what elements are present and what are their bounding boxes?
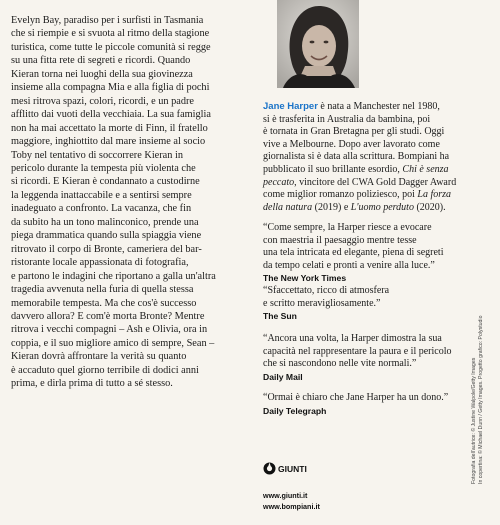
bompiani-url: www.bompiani.it xyxy=(263,501,320,511)
quote-line: da tempo celati e pronti a venire alla luce.” xyxy=(263,259,435,271)
bio-line: giornalista si è data alla scrittura. Bompiani ha xyxy=(263,151,450,163)
synopsis-line: davvero allora? E com'è morta Bronte? Mentre xyxy=(11,310,205,322)
quote-line: e scritto meravigliosamente.” xyxy=(263,297,381,309)
review-quote xyxy=(263,222,485,284)
synopsis-line: pericolo durante la tempesta più violenta che xyxy=(11,162,196,174)
bio-line: come miglior romanzo poliziesco, poi La forza xyxy=(263,189,452,201)
quote-line: “Ancora una volta, la Harper dimostra la sua xyxy=(263,333,442,344)
review-quote xyxy=(263,285,485,322)
book-title: La forza xyxy=(417,189,452,201)
bio-line: Jane Harper è nata a Manchester nel 1980, xyxy=(263,101,440,112)
synopsis-line: memorabile tempesta. Ma che cos'è successo xyxy=(11,297,197,309)
synopsis-line: Evelyn Bay, paradiso per i surfisti in Tasmania xyxy=(11,15,204,26)
synopsis-line: turistica, come tutte le piccole comunità si regge xyxy=(11,41,211,53)
publisher-logo-text: GIUNTI xyxy=(278,463,307,474)
synopsis-line: è accaduto quel giorno terribile di dodici anni xyxy=(11,364,199,376)
bio-line: si è trasferita in Australia da bambina, poi xyxy=(263,113,431,125)
synopsis-line: ritrovato il corpo di Bronte, cameriera del bar- xyxy=(11,243,202,255)
author-photo xyxy=(277,0,359,88)
synopsis-line: tragedia avvenuta nella furia di quella stessa xyxy=(11,284,194,296)
synopsis xyxy=(11,14,251,391)
quote-line: “Come sempre, la Harper riesce a evocare xyxy=(263,222,432,233)
quote-line: “Ormai è chiaro che Jane Harper ha un dono.” xyxy=(263,392,449,403)
synopsis-line: piega drammatica quando sulla spiaggia viene xyxy=(11,230,202,242)
synopsis-line: da subito ha un tono malinconico, prende una xyxy=(11,216,199,228)
synopsis-line: che si riempie e si svuota al ritmo della stagione xyxy=(11,28,210,40)
synopsis-line: prima, e dirla prima di tutto a sé stesso. xyxy=(11,378,173,390)
review-quote xyxy=(263,333,485,383)
synopsis-line: ristorante locale appassionata di fotografia, xyxy=(11,257,189,269)
synopsis-line: inadeguato a confronto. La vacanza, che fin xyxy=(11,203,192,215)
synopsis-line: Toby nel tentativo di soccorrere Kieran in xyxy=(11,149,183,161)
quote-source: Daily Mail xyxy=(263,371,303,382)
synopsis-line: mesi ritrova spazi, colori, ricordi, e un padre xyxy=(11,95,194,107)
bio-line: peccato, vincitore del CWA Gold Dagger Award xyxy=(263,176,457,188)
author-name: Jane Harper xyxy=(263,101,318,112)
bio-line: vive a Melbourne. Dopo aver lavorato come xyxy=(263,138,440,150)
synopsis-line: su una fitta rete di segreti e ricordi. Quando xyxy=(11,55,191,67)
publisher-urls xyxy=(263,491,320,512)
giunti-url: www.giunti.it xyxy=(263,491,308,500)
synopsis-line: non ha mai accettato la morte di Finn, il fratello xyxy=(11,122,208,134)
book-title: della natura xyxy=(263,201,313,213)
synopsis-line: insieme alla compagna Mia e alla figlia di pochi xyxy=(11,82,210,94)
synopsis-line: ritrova i vecchi compagni – Ash e Olivia, ora in xyxy=(11,324,208,336)
quote-line: “Sfaccettato, ricco di atmosfera xyxy=(263,285,390,296)
synopsis-line: si ricordi. E Kieran è condannato a custodirne xyxy=(11,176,200,188)
photo-credit: Fotografia dell'autrice: © Justine Walpole/Getty Images xyxy=(471,357,477,484)
cover-credit: In copertina: © Michael Dunn / Getty Images. Progetto grafico: Polystudio xyxy=(478,315,484,484)
bio-line: della natura (2019) e L'uomo perduto (2020). xyxy=(263,201,446,213)
quote-line: con maestria il paesaggio mentre tesse xyxy=(263,234,417,246)
image-credits xyxy=(471,315,485,484)
book-title: peccato xyxy=(263,176,295,188)
quote-line: che si nascondono nelle vite normali.” xyxy=(263,358,417,370)
quote-source: The New York Times xyxy=(263,273,347,284)
review-quote xyxy=(263,392,485,417)
quote-line: una tela intricata ed elegante, piena di segreti xyxy=(263,247,444,259)
synopsis-line: Kieran torna nei luoghi della sua giovinezza xyxy=(11,68,193,80)
giunti-logo-icon xyxy=(263,462,276,475)
publisher-logo xyxy=(263,462,307,475)
synopsis-line: coppia, e il suo migliore amico di sempre, Sean – xyxy=(11,337,215,349)
book-title: L'uomo perduto xyxy=(350,201,414,213)
quote-line: capacità nel rappresentare la paura e il pericolo xyxy=(263,345,452,357)
author-portrait-image xyxy=(277,0,359,88)
bio-line: è tornata in Gran Bretagna per gli studi. Oggi xyxy=(263,126,445,138)
quote-source: The Sun xyxy=(263,311,297,322)
synopsis-line: Kieran dovrà affrontare la verità su quanto xyxy=(11,351,187,363)
synopsis-line: maggiore, inghiottito dal mare insieme al socio xyxy=(11,136,206,148)
synopsis-line: e partono le indagini che riportano a galla un'altra xyxy=(11,270,216,282)
quote-source: Daily Telegraph xyxy=(263,405,327,416)
bio-line: pubblicato il suo brillante esordio, Chi è senza xyxy=(263,163,449,175)
book-title: Chi è senza xyxy=(402,163,449,175)
synopsis-line: la leggenda inattaccabile e a sentirsi sempre xyxy=(11,189,192,201)
synopsis-line: afflitto dai vuoti della vecchiaia. La sua famiglia xyxy=(11,109,211,121)
author-bio xyxy=(263,101,481,214)
